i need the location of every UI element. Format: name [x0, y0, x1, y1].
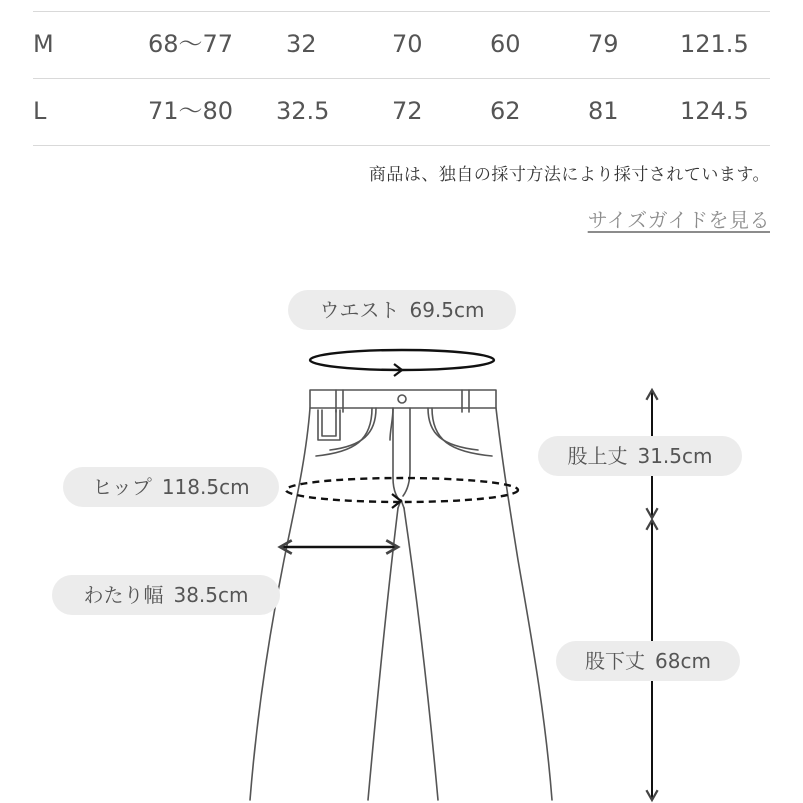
inseam-pill	[556, 641, 740, 681]
thigh-pill	[52, 575, 280, 615]
waist-label: ウエスト	[319, 298, 400, 322]
value-cell: 62	[490, 97, 521, 125]
value-cell: 60	[490, 30, 521, 58]
thigh-label: わたり幅	[83, 583, 164, 607]
hip-pill	[63, 467, 279, 507]
waist-pill	[288, 290, 516, 330]
rise-pill	[538, 436, 742, 476]
inseam-value: 68cm	[655, 649, 711, 673]
value-cell: 70	[392, 30, 423, 58]
value-cell: 68〜77	[148, 30, 234, 58]
value-cell: 32.5	[276, 97, 330, 125]
left-inseam	[368, 508, 398, 800]
hip-label: ヒップ	[92, 475, 152, 499]
rise-value: 31.5cm	[637, 444, 713, 468]
left-pocket	[316, 408, 372, 456]
value-cell: 32	[286, 30, 317, 58]
waist-value: 69.5cm	[409, 298, 485, 322]
measurement-note: 商品は、独自の採寸方法により採寸されています。	[368, 165, 770, 185]
value-cell: 121.5	[680, 30, 749, 58]
hip-measure-ellipse	[286, 478, 518, 502]
inseam-label: 股下丈	[585, 649, 646, 673]
size-cell: M	[33, 30, 54, 58]
size-cell: L	[33, 97, 47, 125]
value-cell: 124.5	[680, 97, 749, 125]
value-cell: 72	[392, 97, 423, 125]
waist-measure-ellipse	[310, 350, 494, 370]
size-guide-link[interactable]: サイズガイドを見る	[587, 208, 770, 232]
value-cell: 71〜80	[148, 97, 234, 125]
waistband-shape	[310, 390, 496, 408]
thigh-value: 38.5cm	[173, 583, 249, 607]
rise-label: 股上丈	[567, 444, 628, 468]
hip-value: 118.5cm	[161, 475, 250, 499]
value-cell: 79	[588, 30, 619, 58]
right-pocket	[432, 408, 492, 456]
value-cell: 81	[588, 97, 619, 125]
right-inseam	[404, 508, 438, 800]
button-shape	[398, 395, 406, 403]
